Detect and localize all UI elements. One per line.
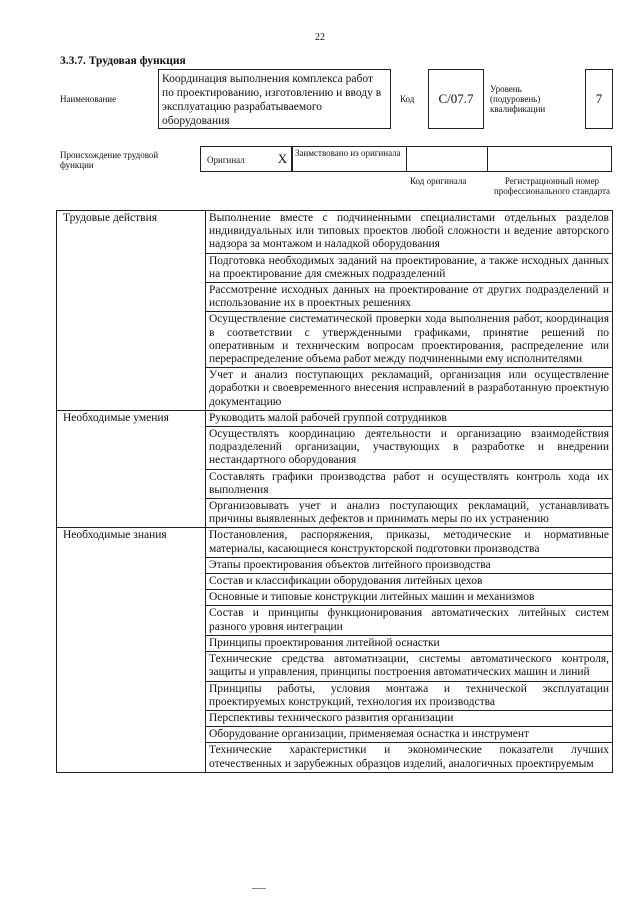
code-original-cell [406,146,488,172]
section-item: Осуществлять координацию деятельности и организацию взаимодействия подразделений организации, участвующих в разработке и внедрении нестандартного оборудования [206,427,613,470]
table-row [57,528,613,557]
section-item: Перспективы технического развития организации [206,710,613,726]
section-heading: Необходимые знания [57,528,206,772]
section-item: Состав и принципы функционирования автоматических литейных систем разного уровня интеграции [206,606,613,635]
section-item: Осуществление систематической проверки хода выполнения работ, координация в соответствии с утвержденными графиками, принятие решений по оперативным и техническим вопросам проектирования, распределение или перераспределение объема работ между подчиненными ему исполнителями [206,312,613,368]
section-item: Технические характеристики и экономические показатели лучших отечественных и зарубежных образцов изделий, аналогичных проектируемым [206,743,613,772]
section-heading: Необходимые умения [57,410,206,528]
function-code-box: C/07.7 [428,69,484,129]
code-label: Код [400,94,415,104]
origin-grid [200,146,612,172]
section-item: Технические средства автоматизации, системы автоматического контроля, защиты и управления, принципы построения автоматических машин и линий [206,652,613,681]
code-original-caption: Код оригинала [410,176,467,186]
name-label: Наименование [60,94,117,104]
section-item: Основные и типовые конструкции литейных машин и механизмов [206,590,613,606]
section-item: Постановления, распоряжения, приказы, методические и нормативные материалы, касающиеся конструкторской подготовки производства [206,528,613,557]
function-details-table [56,210,613,773]
qualification-level-box: 7 [585,69,613,129]
section-heading: Трудовые действия [57,211,206,411]
section-item: Принципы работы, условия монтажа и технической эксплуатации проектируемых конструкций, технология их производства [206,681,613,710]
reg-number-caption: Регистрационный номер профессионального стандарта [493,176,611,196]
section-item: Подготовка необходимых заданий на проектирование, а также исходных данных на проектирование для смежных подразделений [206,253,613,282]
origin-label: Происхождение трудовой функции [60,150,159,170]
section-item: Оборудование организации, применяемая оснастка и инструмент [206,727,613,743]
page-number: 22 [315,32,325,43]
section-item: Составлять графики производства работ и осуществлять контроль хода их выполнения [206,469,613,498]
section-item: Учет и анализ поступающих рекламаций, организация или осуществление доработки и своевременного внесения исправлений в разработанную проектную документацию [206,368,613,411]
section-item: Руководить малой рабочей группой сотрудников [206,410,613,426]
reg-number-cell [487,146,612,172]
section-item: Организовывать учет и анализ поступающих рекламаций, устанавливать причины выявленных дефектов и принимать меры по их устранению [206,499,613,528]
level-label: Уровень (подуровень) квалификации [490,84,546,114]
section-item: Состав и классификации оборудования литейных цехов [206,574,613,590]
original-mark-cell: X [273,146,293,172]
table-row [57,211,613,254]
table-row [57,410,613,426]
section-item: Этапы проектирования объектов литейного производства [206,557,613,573]
section-item: Рассмотрение исходных данных на проектирование от других подразделений и использование их в проектных решениях [206,283,613,312]
original-label: Оригинал [207,155,245,165]
section-item: Принципы проектирования литейной оснастки [206,635,613,651]
section-item: Выполнение вместе с подчиненными специалистами отдельных разделов индивидуальных или типовых проектов любой сложности и ведение авторского надзора за монтажом и наладкой оборудования [206,211,613,254]
function-name-box: Координация выполнения комплекса работ по проектированию, изготовлению и вводу в эксплуатацию разрабатываемого оборудования [158,69,391,129]
page-mark [252,888,266,893]
section-title: 3.3.7. Трудовая функция [60,55,186,67]
borrowed-cell: Заимствовано из оригинала [292,146,407,172]
